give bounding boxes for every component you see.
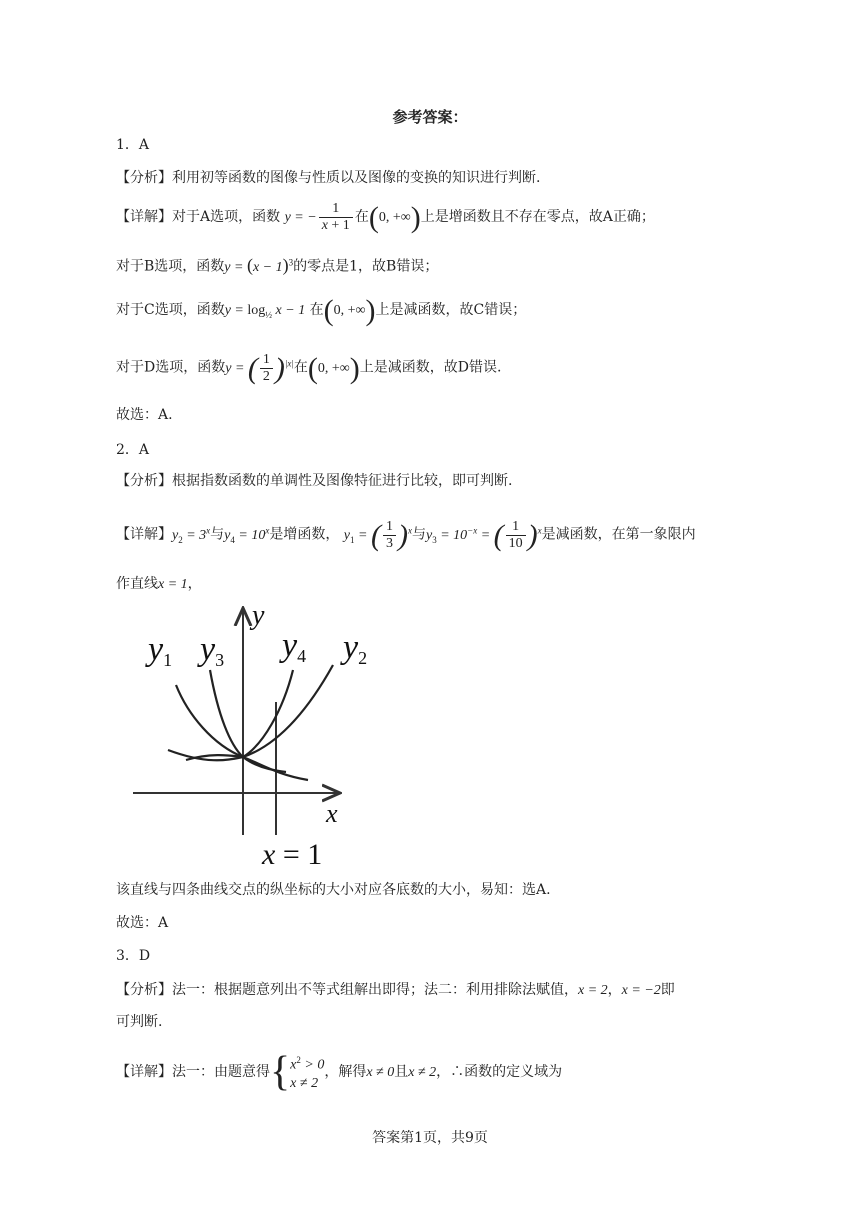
- formula-y4: $y_4 = 10^x$: [224, 525, 270, 545]
- q2-after-text: 该直线与四条曲线交点的纵坐标的大小对应各底数的大小，易知：选A.: [116, 882, 551, 898]
- formula-y2: $y_2 = 3^x$: [172, 525, 211, 545]
- label-y2: y2: [343, 629, 368, 668]
- page-title: 参考答案：: [392, 108, 468, 126]
- axis-label-x: x: [326, 799, 338, 828]
- q1-detail-line-3: [116, 296, 526, 326]
- analysis-tag: 【分析】: [116, 473, 172, 489]
- q1-analysis: [116, 168, 540, 188]
- interval: (0, +∞): [307, 351, 360, 385]
- detail-text: 对于D选项，函数: [116, 359, 226, 376]
- q2-analysis: [116, 471, 512, 491]
- detail-text: 对于C选项，函数: [116, 302, 225, 319]
- detail-text: 在: [354, 209, 369, 225]
- q3-analysis-line-1: [116, 980, 675, 1001]
- analysis-tag: 【分析】: [116, 982, 172, 998]
- formula-xm2: x = −2: [621, 983, 661, 998]
- detail-text: ，∴函数的定义域为: [436, 1064, 563, 1080]
- detail-text: 在: [293, 359, 308, 376]
- detail-text: 对于A选项，函数: [172, 209, 281, 225]
- q1-number: 1．A: [116, 137, 150, 153]
- label-y1: y1: [148, 631, 173, 670]
- q1-conclusion: 故选：A.: [116, 407, 173, 423]
- label-y3: y3: [200, 631, 225, 670]
- analysis-tag: 【分析】: [116, 170, 172, 186]
- formula-d: y = ( $\frac{1}{2}$ )$^{|x|}$: [225, 351, 294, 385]
- line-label: x = 1: [262, 838, 323, 870]
- detail-text: 对于B选项，函数: [116, 258, 225, 275]
- interval: (0, +∞): [368, 200, 421, 234]
- curve-y2: [168, 665, 333, 760]
- q2-conclusion: 故选：A: [116, 915, 169, 931]
- q1-detail-line-4: [116, 343, 501, 389]
- detail-text: 是增函数，: [269, 526, 340, 543]
- q1-detail-line-1: [116, 200, 655, 235]
- detail-tag: 【详解】: [116, 526, 172, 543]
- q2-number: 2．A: [116, 442, 150, 458]
- formula-c: $y = \log_{\frac{1}{2}} x - 1$: [224, 303, 306, 321]
- detail-tag: 【详解】: [116, 1064, 172, 1080]
- inequality-system: $x^2 > 0$ x ≠ 2: [290, 1054, 325, 1092]
- detail-text: 法一：由题意得: [172, 1064, 270, 1080]
- interval: (0, +∞): [323, 294, 376, 327]
- detail-text: 且: [394, 1064, 409, 1080]
- formula-xne2: x ≠ 2: [408, 1065, 437, 1080]
- formula-y3: $y_3 = 10^{-x}$ = ( $\frac{1}{10}$ )$^x$: [425, 518, 542, 552]
- detail-text: 是减函数，在第一象限内: [541, 526, 696, 543]
- analysis-text: 根据指数函数的单调性及图像特征进行比较，即可判断.: [172, 473, 513, 489]
- q3-analysis-line-2: 可判断.: [116, 1014, 163, 1030]
- detail-text: ，解得: [324, 1064, 367, 1080]
- analysis-text: ，: [607, 982, 622, 998]
- detail-text: 上是减函数，故C错误；: [375, 302, 527, 319]
- axis-label-y: y: [252, 600, 265, 631]
- detail-text: 上是增函数且不存在零点，故A正确；: [420, 209, 655, 225]
- system-brace: {: [270, 1049, 291, 1095]
- formula-xne0: x ≠ 0: [366, 1065, 395, 1080]
- label-y4: y4: [282, 627, 307, 666]
- detail-text: ，: [187, 576, 202, 592]
- q2-detail-line-2: [116, 574, 202, 595]
- detail-text: 在: [309, 302, 324, 319]
- formula-b: $y = (x - 1)^3$: [224, 254, 294, 275]
- analysis-text: 法一：根据题意列出不等式组解出即得；法二：利用排除法赋值，: [172, 982, 578, 998]
- analysis-text: 即: [660, 982, 675, 998]
- detail-text: 的零点是1，故B错误；: [293, 258, 439, 275]
- formula-x1: x = 1: [158, 577, 188, 592]
- detail-text: 上是减函数，故D错误.: [359, 359, 502, 376]
- q3-detail-line-1: [116, 1050, 562, 1095]
- formula-y1: $y_1$ = ( $\frac{1}{3}$ )$^x$: [343, 518, 412, 552]
- q2-detail-line-1: [116, 510, 696, 559]
- analysis-text: 利用初等函数的图像与性质以及图像的变换的知识进行判断.: [172, 170, 541, 186]
- q3-number: 3．D: [116, 948, 151, 964]
- q1-detail-line-2: [116, 252, 438, 278]
- detail-text: 与: [210, 526, 225, 543]
- detail-text: 与: [411, 526, 426, 543]
- detail-tag: 【详解】: [116, 209, 172, 225]
- detail-text: 作直线: [116, 576, 158, 592]
- formula-x2: x = 2: [578, 983, 608, 998]
- page-footer: 答案第1页，共9页: [372, 1130, 488, 1146]
- formula-a: y = − $\frac{1}{x + 1}$: [285, 210, 355, 225]
- exponential-graph: [128, 600, 388, 870]
